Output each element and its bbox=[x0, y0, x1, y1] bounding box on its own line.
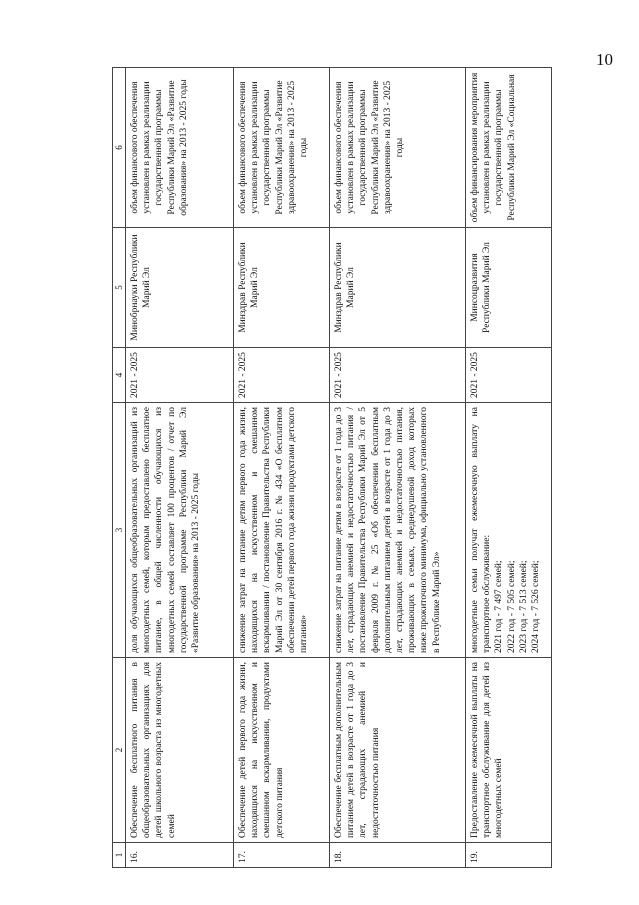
period-cell: 2021 - 2025 bbox=[234, 348, 330, 403]
measures-table bbox=[112, 67, 552, 868]
indicator-cell: снижение затрат на питание детям первого года жизни, находящихся на искусственном и смешанном вскармливании / постановление Правительства Республики Марий Эл от 30 сентября 2016 г. № 434 «О бесплатном обеспечении детей первого года жизни продуктами детского питания» bbox=[234, 403, 330, 658]
table-row bbox=[466, 68, 552, 868]
executor-cell: Минздрав Республики Марий Эл bbox=[330, 228, 466, 348]
table-row bbox=[234, 68, 330, 868]
indicator-cell: многодетные семьи получат ежемесячную выплату на транспортное обслуживание: 2021 год - 7 497 семей; 2022 год - 7 505 семей; 2023 год - 7 513 семей; 2024 год - 7 526 семей; bbox=[466, 403, 552, 658]
funding-cell: объем финансового обеспечения установлен в рамках реализации государственной программы Республики Марий Эл «Развитие здравоохранения» на 2013 - 2025 годы bbox=[234, 68, 330, 228]
measure-cell: Предоставление ежемесячной выплаты на транспортное обслуживание для детей из многодетных семей bbox=[466, 658, 552, 843]
indicator-cell: доля обучающихся общеобразовательных организаций из многодетных семей, которым предоставлено бесплатное питание, в общей численности обучающихся из многодетных семей составляет 100 процентов / отчет по государственной программе Республики Марий Эл «Развитие образования» на 2013 - 2025 годы bbox=[126, 403, 234, 658]
period-cell: 2021 - 2025 bbox=[466, 348, 552, 403]
measure-cell: Обеспечение бесплатного питания в общеобразовательных организациях для детей школьного возраста из многодетных семей bbox=[126, 658, 234, 843]
header-col-4: 4 bbox=[113, 348, 126, 403]
measure-cell: Обеспечение бесплатным дополнительным питанием детей в возрасте от 1 года до 3 лет, страдающих анемией и недостаточностью питания bbox=[330, 658, 466, 843]
header-col-5: 5 bbox=[113, 228, 126, 348]
row-number: 16. bbox=[126, 843, 234, 868]
funding-cell: объем финансирования мероприятия установлен в рамках реализации государственной программы Республики Марий Эл «Социальная bbox=[466, 68, 552, 228]
funding-cell: объем финансового обеспечения установлен в рамках реализации государственной программы Республики Марий Эл «Развитие здравоохранения» на 2013 - 2025 годы bbox=[330, 68, 466, 228]
period-cell: 2021 - 2025 bbox=[330, 348, 466, 403]
header-col-1: 1 bbox=[113, 843, 126, 868]
table-row bbox=[330, 68, 466, 868]
row-number: 17. bbox=[234, 843, 330, 868]
funding-cell: объем финансового обеспечения установлен в рамках реализации государственной программы Республики Марий Эл «Развитие образования» на 2013 - 2025 годы bbox=[126, 68, 234, 228]
header-col-6: 6 bbox=[113, 68, 126, 228]
executor-cell: Минздрав Республики Марий Эл bbox=[234, 228, 330, 348]
page-number: 10 bbox=[596, 50, 613, 69]
row-number: 19. bbox=[466, 843, 552, 868]
indicator-cell: снижение затрат на питание детям в возрасте от 1 года до 3 лет, страдающих анемией и недостаточностью питания / постановление Правительства Республики Марий Эл от 5 февраля 2009 г. № 25 «Об обеспечении бесплатным дополнительным питанием детей в возрасте от 1 года до 3 лет, страдающих анемией и недостаточностью питания, проживающих в семьях, среднедушевой доход которых ниже прожиточного минимума, официально установленного в Республике Марий Эл» bbox=[330, 403, 466, 658]
row-number: 18. bbox=[330, 843, 466, 868]
header-row bbox=[113, 68, 126, 868]
header-col-3: 3 bbox=[113, 403, 126, 658]
executor-cell: Минобрнауки Республики Марий Эл bbox=[126, 228, 234, 348]
table-row bbox=[126, 68, 234, 868]
measure-cell: Обеспечение детей первого года жизни, находящихся на искусственном и смешанном вскармливании, продуктами детского питания bbox=[234, 658, 330, 843]
rotated-sheet bbox=[112, 68, 622, 868]
period-cell: 2021 - 2025 bbox=[126, 348, 234, 403]
header-col-2: 2 bbox=[113, 658, 126, 843]
executor-cell: Минсоцразвития Республики Марий Эл bbox=[466, 228, 552, 348]
